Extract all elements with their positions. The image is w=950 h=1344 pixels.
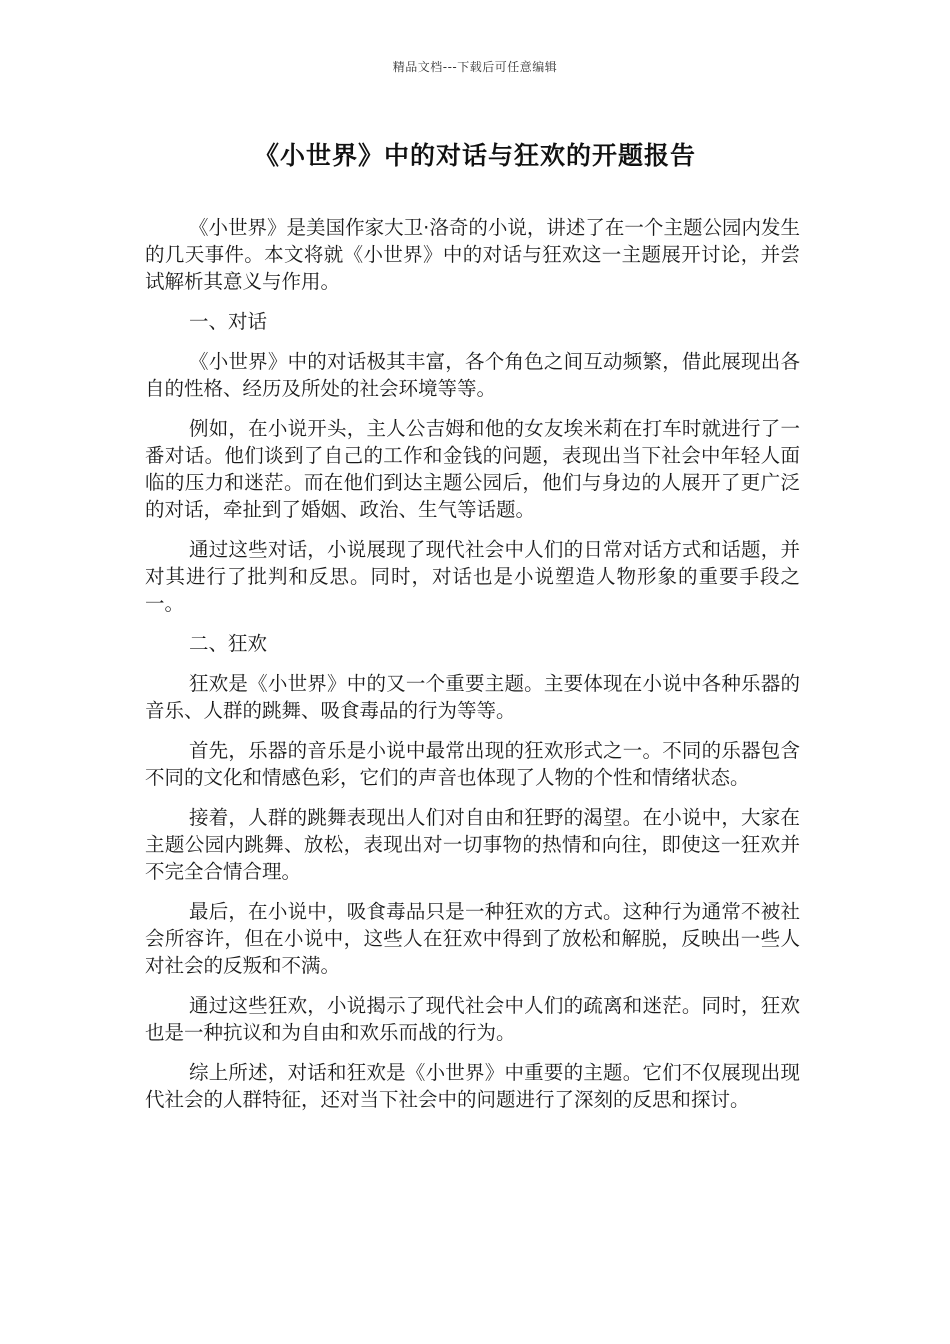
paragraph: 例如，在小说开头，主人公吉姆和他的女友埃米莉在打车时就进行了一番对话。他们谈到了自己的工作和金钱的问题，表现出当下社会中年轻人面临的压力和迷茫。而在他们到达主题公园后，他们与身边的人展开了更广泛的对话，牵扯到了婚姻、政治、生气等话题。 (145, 417, 800, 521)
paragraph: 《小世界》中的对话极其丰富，各个角色之间互动频繁，借此展现出各自的性格、经历及所处的社会环境等等。 (145, 350, 800, 400)
document-body (145, 214, 800, 1126)
paragraph-intro: 《小世界》是美国作家大卫·洛奇的小说，讲述了在一个主题公园内发生的几天事件。本文将就《小世界》中的对话与狂欢这一主题展开讨论，并尝试解析其意义与作用。 (145, 216, 800, 293)
paragraph: 首先，乐器的音乐是小说中最常出现的狂欢形式之一。不同的乐器包含不同的文化和情感色彩，它们的声音也体现了人物的个性和情绪状态。 (145, 739, 800, 789)
paragraph: 接着，人群的跳舞表现出人们对自由和狂野的渴望。在小说中，大家在主题公园内跳舞、放松，表现出对一切事物的热情和向往，即使这一狂欢并不完全合情合理。 (145, 806, 800, 883)
paragraph-conclusion: 综上所述，对话和狂欢是《小世界》中重要的主题。它们不仅展现出现代社会的人群特征，还对当下社会中的问题进行了深刻的反思和探讨。 (145, 1061, 800, 1111)
section-heading-dialogue: 一、对话 (189, 310, 268, 333)
paragraph: 通过这些狂欢，小说揭示了现代社会中人们的疏离和迷茫。同时，狂欢也是一种抗议和为自由和欢乐而战的行为。 (145, 994, 800, 1044)
paragraph: 狂欢是《小世界》中的又一个重要主题。主要体现在小说中各种乐器的音乐、人群的跳舞、吸食毒品的行为等等。 (145, 672, 800, 722)
section-heading-carnival: 二、狂欢 (189, 632, 268, 655)
header-note: 精品文档---下载后可任意编辑 (392, 60, 558, 74)
paragraph: 通过这些对话，小说展现了现代社会中人们的日常对话方式和话题，并对其进行了批判和反思。同时，对话也是小说塑造人物形象的重要手段之一。 (145, 538, 800, 615)
paragraph: 最后，在小说中，吸食毒品只是一种狂欢的方式。这种行为通常不被社会所容许，但在小说中，这些人在狂欢中得到了放松和解脱，反映出一些人对社会的反叛和不满。 (145, 900, 800, 977)
page-title: 《小世界》中的对话与狂欢的开题报告 (253, 141, 696, 170)
